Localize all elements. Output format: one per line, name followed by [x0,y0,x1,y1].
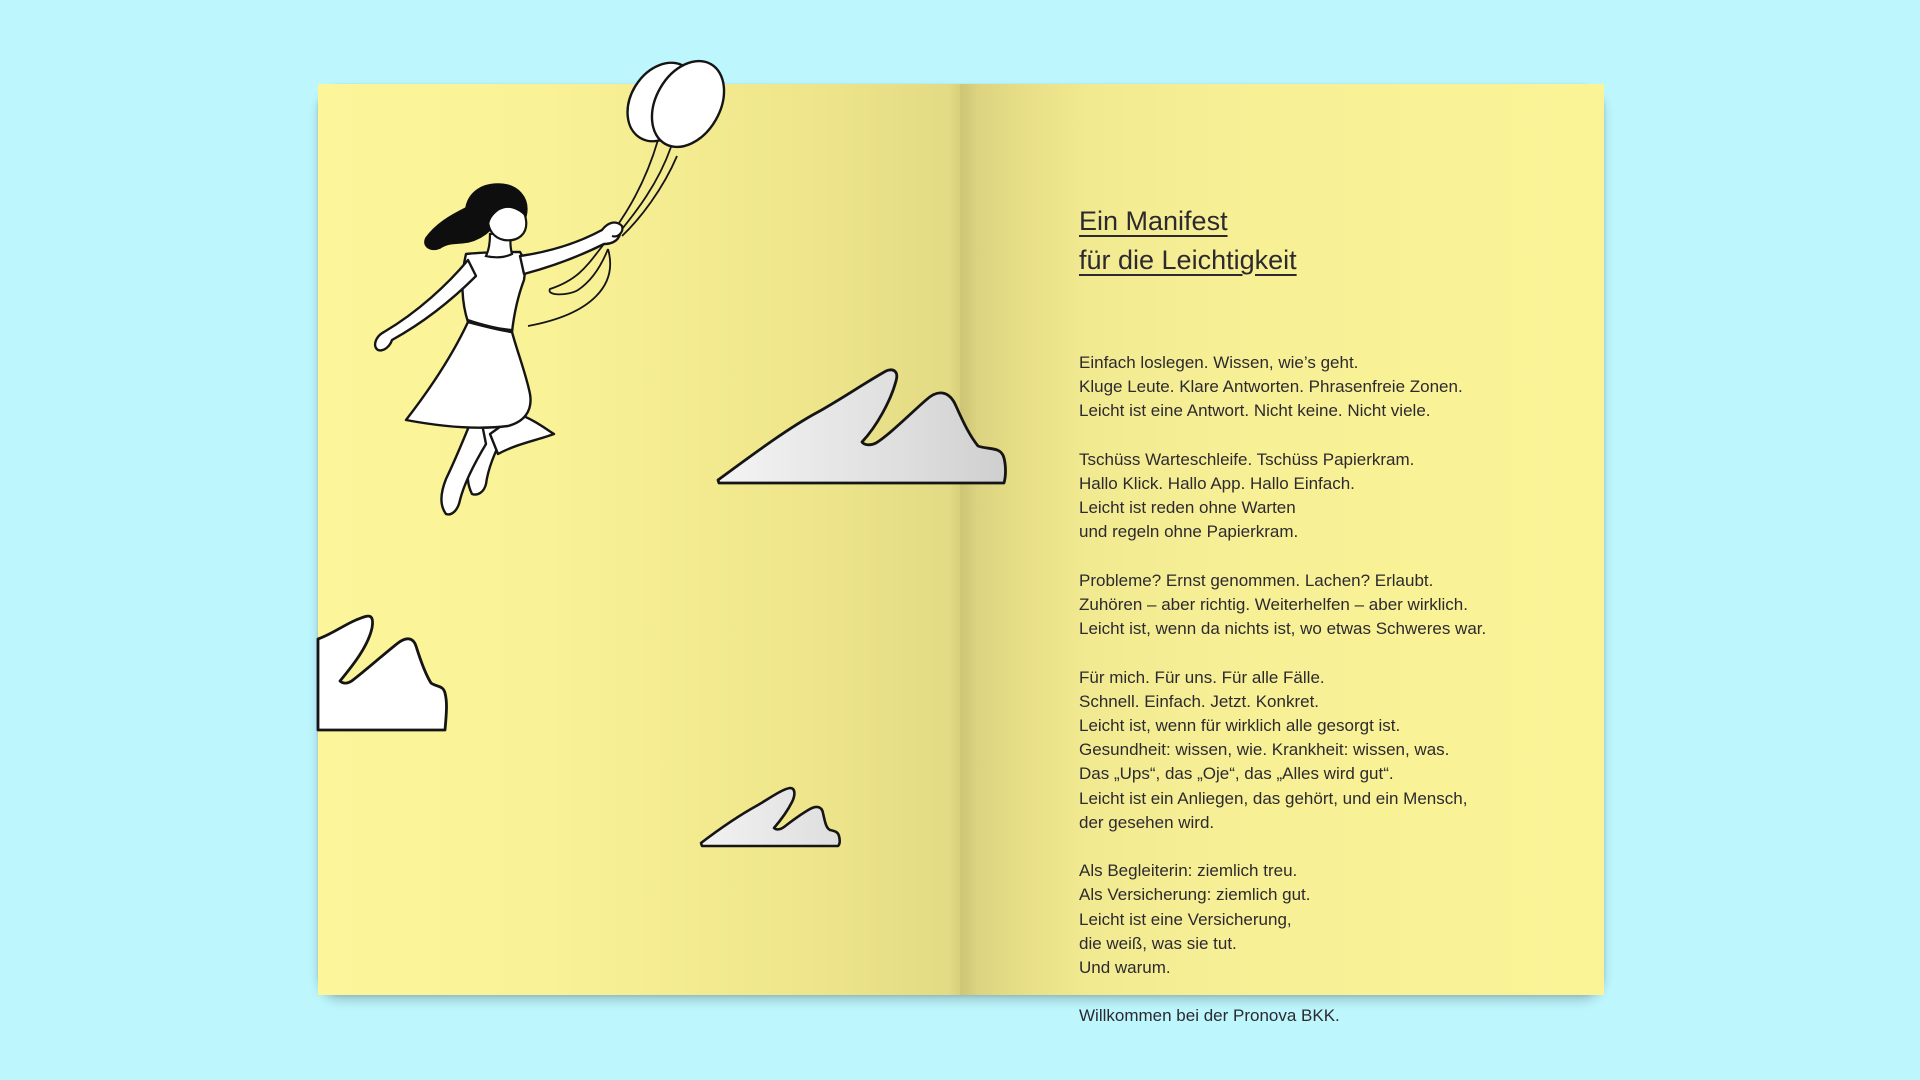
stanza-line: der gesehen wird. [1079,812,1215,832]
stanza [1079,666,1549,835]
stanza-line: Schnell. Einfach. Jetzt. Konkret. [1079,691,1320,711]
title-line-1: Ein Manifest [1079,206,1228,236]
stanza-line: Leicht ist reden ohne Warten [1079,498,1296,518]
stanza-line: Und warum. [1079,958,1171,978]
manifest-body [1079,351,1549,1053]
stanza-line: Leicht ist eine Versicherung, [1079,909,1292,929]
stanza-line: Leicht ist eine Antwort. Nicht keine. Nicht viele. [1079,401,1431,421]
stanza-line: Hallo Klick. Hallo App. Hallo Einfach. [1079,474,1355,493]
title-line-2: für die Leichtigkeit [1079,245,1297,275]
open-booklet [318,84,1604,1026]
stanza [1079,448,1549,545]
stanza-line: Leicht ist ein Anliegen, das gehört, und ein Mensch, [1079,788,1468,808]
stanza [1079,1004,1549,1028]
stanza-line: und regeln ohne Papierkram. [1079,522,1299,542]
stanza-line: Für mich. Für uns. Für alle Fälle. [1079,667,1325,687]
stanza-line: Das „Ups“, das „Oje“, das „Alles wird gut“. [1079,764,1394,784]
stanza [1079,859,1549,980]
stanza-line: Leicht ist, wenn da nichts ist, wo etwas Schweres war. [1079,619,1487,639]
manifest-title [1079,202,1297,280]
stanza [1079,351,1549,424]
woman-with-balloons-icon [375,48,739,514]
stanza-line: Gesundheit: wissen, wie. Krankheit: wissen, was. [1079,740,1450,760]
cloud-icon [318,616,447,730]
closing-line: Willkommen bei der Pronova BKK. [1079,1006,1340,1026]
stanza-line: Zuhören – aber richtig. Weiterhelfen – aber wirklich. [1079,595,1468,614]
stanza-line: die weiß, was sie tut. [1079,933,1237,953]
stanza-line: Tschüss Warteschleife. Tschüss Papierkram. [1079,449,1415,469]
stanza-line: Einfach loslegen. Wissen, wie’s geht. [1079,353,1359,372]
stanza-line: Als Versicherung: ziemlich gut. [1079,885,1311,905]
cloud-icon [718,370,1006,483]
cloud-icon [701,788,840,846]
stanza [1079,569,1549,642]
stanza-line: Probleme? Ernst genommen. Lachen? Erlaubt. [1079,570,1434,590]
stanza-line: Leicht ist, wenn für wirklich alle gesorgt ist. [1079,716,1401,735]
stanza-line: Als Begleiterin: ziemlich treu. [1079,861,1298,881]
stanza-line: Kluge Leute. Klare Antworten. Phrasenfreie Zonen. [1079,377,1463,397]
